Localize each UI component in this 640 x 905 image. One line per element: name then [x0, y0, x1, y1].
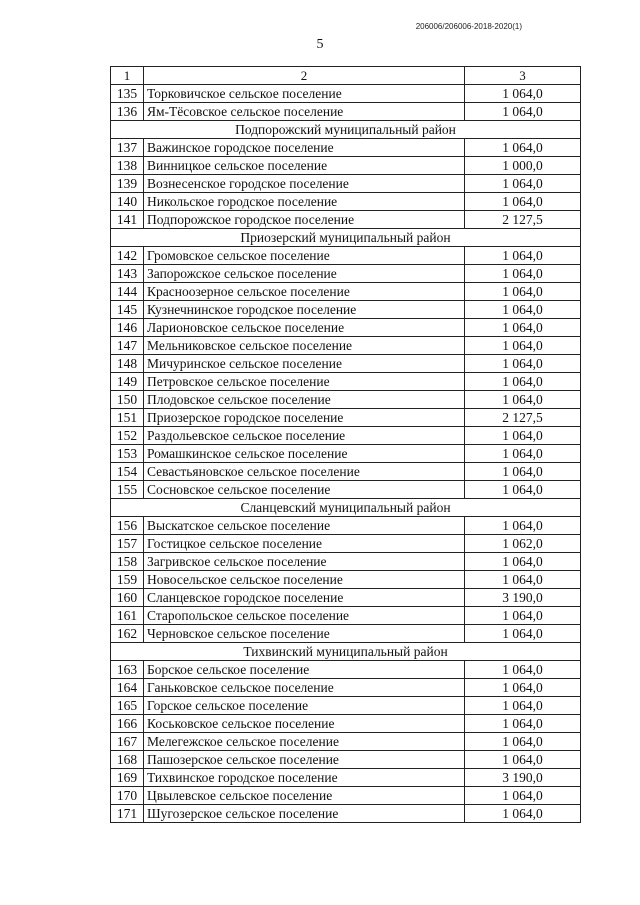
settlement-name: Горское сельское поселение	[144, 697, 465, 715]
settlement-name: Коськовское сельское поселение	[144, 715, 465, 733]
amount-value: 1 064,0	[465, 265, 581, 283]
settlement-name: Ромашкинское сельское поселение	[144, 445, 465, 463]
table-row	[111, 265, 581, 283]
settlement-name: Загривское сельское поселение	[144, 553, 465, 571]
table-row	[111, 301, 581, 319]
column-header: 3	[465, 67, 581, 85]
table-row	[111, 373, 581, 391]
table-row	[111, 481, 581, 499]
table-body	[111, 67, 581, 823]
settlement-name: Ям-Тёсовское сельское поселение	[144, 103, 465, 121]
table-row	[111, 697, 581, 715]
row-number: 149	[111, 373, 144, 391]
settlement-name: Мельниковское сельское поселение	[144, 337, 465, 355]
row-number: 163	[111, 661, 144, 679]
district-name: Сланцевский муниципальный район	[111, 499, 581, 517]
district-name: Тихвинский муниципальный район	[111, 643, 581, 661]
row-number: 170	[111, 787, 144, 805]
table-row	[111, 553, 581, 571]
row-number: 157	[111, 535, 144, 553]
table-row	[111, 193, 581, 211]
table-row	[111, 751, 581, 769]
table-row	[111, 607, 581, 625]
row-number: 138	[111, 157, 144, 175]
amount-value: 1 064,0	[465, 193, 581, 211]
table-row	[111, 571, 581, 589]
table-row	[111, 391, 581, 409]
settlement-name: Цвылевское сельское поселение	[144, 787, 465, 805]
table-row	[111, 157, 581, 175]
settlement-name: Петровское сельское поселение	[144, 373, 465, 391]
settlement-name: Ларионовское сельское поселение	[144, 319, 465, 337]
amount-value: 1 064,0	[465, 805, 581, 823]
table-row	[111, 409, 581, 427]
table-row	[111, 661, 581, 679]
amount-value: 2 127,5	[465, 409, 581, 427]
district-name: Подпорожский муниципальный район	[111, 121, 581, 139]
row-number: 164	[111, 679, 144, 697]
amount-value: 1 064,0	[465, 751, 581, 769]
table-row	[111, 679, 581, 697]
settlements-table	[110, 66, 581, 823]
amount-value: 1 064,0	[465, 427, 581, 445]
district-header-row	[111, 499, 581, 517]
table-row	[111, 175, 581, 193]
amount-value: 1 064,0	[465, 733, 581, 751]
row-number: 144	[111, 283, 144, 301]
row-number: 139	[111, 175, 144, 193]
settlement-name: Севастьяновское сельское поселение	[144, 463, 465, 481]
table-row	[111, 85, 581, 103]
row-number: 150	[111, 391, 144, 409]
amount-value: 1 064,0	[465, 373, 581, 391]
row-number: 140	[111, 193, 144, 211]
column-header: 1	[111, 67, 144, 85]
settlement-name: Плодовское сельское поселение	[144, 391, 465, 409]
settlement-name: Подпорожское городское поселение	[144, 211, 465, 229]
settlement-name: Важинское городское поселение	[144, 139, 465, 157]
row-number: 160	[111, 589, 144, 607]
amount-value: 1 064,0	[465, 571, 581, 589]
amount-value: 1 064,0	[465, 319, 581, 337]
row-number: 162	[111, 625, 144, 643]
amount-value: 3 190,0	[465, 589, 581, 607]
row-number: 156	[111, 517, 144, 535]
amount-value: 1 064,0	[465, 481, 581, 499]
settlement-name: Ганьковское сельское поселение	[144, 679, 465, 697]
document-id: 206006/206006-2018-2020(1)	[415, 22, 522, 31]
amount-value: 1 064,0	[465, 517, 581, 535]
settlement-name: Борское сельское поселение	[144, 661, 465, 679]
settlement-name: Мичуринское сельское поселение	[144, 355, 465, 373]
settlement-name: Гостицкое сельское поселение	[144, 535, 465, 553]
row-number: 159	[111, 571, 144, 589]
district-header-row	[111, 229, 581, 247]
amount-value: 1 064,0	[465, 445, 581, 463]
district-header-row	[111, 643, 581, 661]
row-number: 151	[111, 409, 144, 427]
table-row	[111, 787, 581, 805]
amount-value: 1 064,0	[465, 103, 581, 121]
column-header: 2	[144, 67, 465, 85]
table-row	[111, 589, 581, 607]
amount-value: 1 064,0	[465, 625, 581, 643]
row-number: 168	[111, 751, 144, 769]
table-row	[111, 427, 581, 445]
table-row	[111, 535, 581, 553]
amount-value: 1 064,0	[465, 139, 581, 157]
amount-value: 1 064,0	[465, 607, 581, 625]
row-number: 169	[111, 769, 144, 787]
amount-value: 2 127,5	[465, 211, 581, 229]
amount-value: 1 064,0	[465, 391, 581, 409]
amount-value: 1 064,0	[465, 787, 581, 805]
amount-value: 1 064,0	[465, 355, 581, 373]
row-number: 142	[111, 247, 144, 265]
table-row	[111, 463, 581, 481]
amount-value: 1 062,0	[465, 535, 581, 553]
settlement-name: Мелегежское сельское поселение	[144, 733, 465, 751]
table-row	[111, 805, 581, 823]
row-number: 161	[111, 607, 144, 625]
table-row	[111, 715, 581, 733]
table-row	[111, 517, 581, 535]
amount-value: 1 064,0	[465, 175, 581, 193]
row-number: 171	[111, 805, 144, 823]
row-number: 155	[111, 481, 144, 499]
settlement-name: Новосельское сельское поселение	[144, 571, 465, 589]
settlement-name: Приозерское городское поселение	[144, 409, 465, 427]
table-row	[111, 283, 581, 301]
row-number: 135	[111, 85, 144, 103]
row-number: 152	[111, 427, 144, 445]
table-row	[111, 445, 581, 463]
amount-value: 1 064,0	[465, 715, 581, 733]
row-number: 147	[111, 337, 144, 355]
settlement-name: Кузнечнинское городское поселение	[144, 301, 465, 319]
row-number: 145	[111, 301, 144, 319]
row-number: 136	[111, 103, 144, 121]
amount-value: 1 000,0	[465, 157, 581, 175]
settlement-name: Пашозерское сельское поселение	[144, 751, 465, 769]
settlement-name: Сосновское сельское поселение	[144, 481, 465, 499]
table-row	[111, 139, 581, 157]
row-number: 154	[111, 463, 144, 481]
district-name: Приозерский муниципальный район	[111, 229, 581, 247]
row-number: 167	[111, 733, 144, 751]
table-row	[111, 733, 581, 751]
table-row	[111, 211, 581, 229]
row-number: 166	[111, 715, 144, 733]
amount-value: 1 064,0	[465, 661, 581, 679]
settlement-name: Шугозерское сельское поселение	[144, 805, 465, 823]
settlement-name: Тихвинское городское поселение	[144, 769, 465, 787]
amount-value: 1 064,0	[465, 337, 581, 355]
row-number: 148	[111, 355, 144, 373]
amount-value: 1 064,0	[465, 247, 581, 265]
table-row	[111, 355, 581, 373]
amount-value: 1 064,0	[465, 301, 581, 319]
row-number: 153	[111, 445, 144, 463]
table-row	[111, 337, 581, 355]
amount-value: 1 064,0	[465, 697, 581, 715]
settlement-name: Черновское сельское поселение	[144, 625, 465, 643]
table-row	[111, 319, 581, 337]
table-row	[111, 769, 581, 787]
settlement-name: Винницкое сельское поселение	[144, 157, 465, 175]
district-header-row	[111, 121, 581, 139]
settlement-name: Торковичское сельское поселение	[144, 85, 465, 103]
amount-value: 3 190,0	[465, 769, 581, 787]
amount-value: 1 064,0	[465, 283, 581, 301]
amount-value: 1 064,0	[465, 679, 581, 697]
table-row	[111, 103, 581, 121]
row-number: 146	[111, 319, 144, 337]
table-header-row	[111, 67, 581, 85]
settlement-name: Никольское городское поселение	[144, 193, 465, 211]
page-number: 5	[316, 37, 324, 52]
settlement-name: Вознесенское городское поселение	[144, 175, 465, 193]
settlement-name: Старопольское сельское поселение	[144, 607, 465, 625]
settlement-name: Громовское сельское поселение	[144, 247, 465, 265]
table-row	[111, 625, 581, 643]
row-number: 141	[111, 211, 144, 229]
row-number: 137	[111, 139, 144, 157]
settlement-name: Выскатское сельское поселение	[144, 517, 465, 535]
table-row	[111, 247, 581, 265]
amount-value: 1 064,0	[465, 85, 581, 103]
settlement-name: Сланцевское городское поселение	[144, 589, 465, 607]
row-number: 165	[111, 697, 144, 715]
settlement-name: Запорожское сельское поселение	[144, 265, 465, 283]
amount-value: 1 064,0	[465, 463, 581, 481]
settlement-name: Раздольевское сельское поселение	[144, 427, 465, 445]
row-number: 143	[111, 265, 144, 283]
settlement-name: Красноозерное сельское поселение	[144, 283, 465, 301]
row-number: 158	[111, 553, 144, 571]
amount-value: 1 064,0	[465, 553, 581, 571]
